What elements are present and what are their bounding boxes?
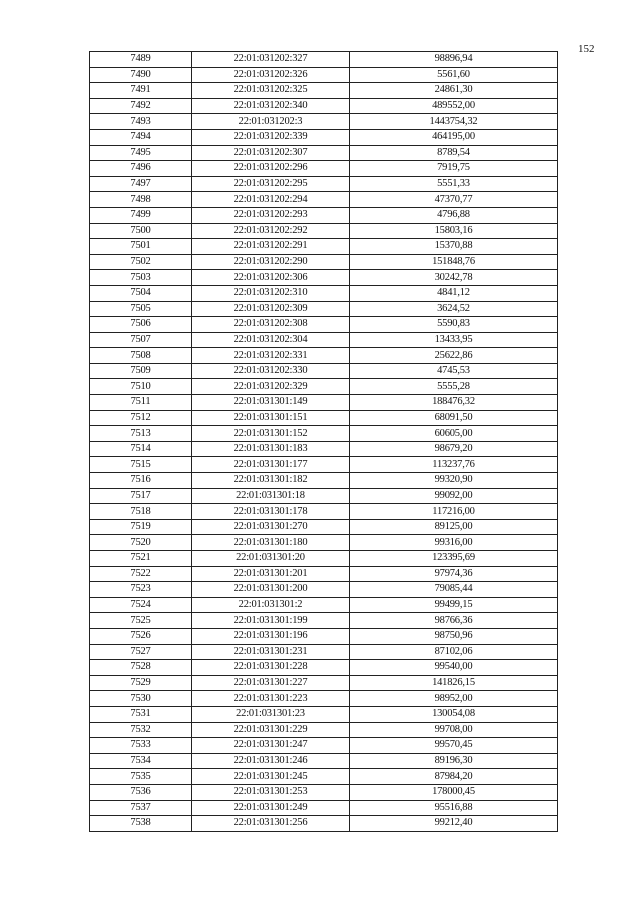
table-row	[90, 176, 558, 192]
row-number-cell: 7513	[90, 426, 192, 442]
cadastral-number-cell: 22:01:031301:223	[192, 691, 350, 707]
table-row	[90, 613, 558, 629]
table-row	[90, 504, 558, 520]
value-cell: 7919,75	[350, 161, 558, 177]
table-row	[90, 332, 558, 348]
table-row	[90, 738, 558, 754]
table-row	[90, 363, 558, 379]
value-cell: 141826,15	[350, 675, 558, 691]
table-row	[90, 114, 558, 130]
table-row	[90, 270, 558, 286]
row-number-cell: 7533	[90, 738, 192, 754]
value-cell: 13433,95	[350, 332, 558, 348]
cadastral-number-cell: 22:01:031301:227	[192, 675, 350, 691]
cadastral-number-cell: 22:01:031301:2	[192, 597, 350, 613]
value-cell: 464195,00	[350, 129, 558, 145]
cadastral-number-cell: 22:01:031301:149	[192, 395, 350, 411]
value-cell: 99316,00	[350, 535, 558, 551]
table-row	[90, 348, 558, 364]
value-cell: 98896,94	[350, 52, 558, 68]
cadastral-number-cell: 22:01:031202:307	[192, 145, 350, 161]
value-cell: 98679,20	[350, 441, 558, 457]
row-number-cell: 7505	[90, 301, 192, 317]
cadastral-number-cell: 22:01:031202:293	[192, 207, 350, 223]
row-number-cell: 7522	[90, 566, 192, 582]
row-number-cell: 7510	[90, 379, 192, 395]
table-row	[90, 161, 558, 177]
row-number-cell: 7538	[90, 816, 192, 832]
table-row	[90, 597, 558, 613]
cadastral-number-cell: 22:01:031202:304	[192, 332, 350, 348]
value-cell: 15370,88	[350, 239, 558, 255]
cadastral-value-table	[89, 51, 558, 832]
row-number-cell: 7506	[90, 317, 192, 333]
cadastral-number-cell: 22:01:031202:306	[192, 270, 350, 286]
table-row	[90, 301, 558, 317]
row-number-cell: 7531	[90, 706, 192, 722]
cadastral-number-cell: 22:01:031301:246	[192, 753, 350, 769]
row-number-cell: 7528	[90, 660, 192, 676]
cadastral-number-cell: 22:01:031301:247	[192, 738, 350, 754]
value-cell: 188476,32	[350, 395, 558, 411]
table-row	[90, 722, 558, 738]
table-row	[90, 379, 558, 395]
cadastral-number-cell: 22:01:031301:231	[192, 644, 350, 660]
table-row	[90, 660, 558, 676]
table-row	[90, 473, 558, 489]
table-row	[90, 706, 558, 722]
row-number-cell: 7527	[90, 644, 192, 660]
table-row	[90, 145, 558, 161]
table-row	[90, 207, 558, 223]
row-number-cell: 7496	[90, 161, 192, 177]
row-number-cell: 7515	[90, 457, 192, 473]
cadastral-number-cell: 22:01:031301:182	[192, 473, 350, 489]
value-cell: 8789,54	[350, 145, 558, 161]
row-number-cell: 7507	[90, 332, 192, 348]
cadastral-number-cell: 22:01:031301:18	[192, 488, 350, 504]
table-row	[90, 753, 558, 769]
value-cell: 99320,90	[350, 473, 558, 489]
table-row	[90, 426, 558, 442]
cadastral-number-cell: 22:01:031301:253	[192, 784, 350, 800]
value-cell: 97974,36	[350, 566, 558, 582]
cadastral-number-cell: 22:01:031301:199	[192, 613, 350, 629]
table-row	[90, 83, 558, 99]
row-number-cell: 7517	[90, 488, 192, 504]
table-row	[90, 488, 558, 504]
value-cell: 98750,96	[350, 628, 558, 644]
table-row	[90, 628, 558, 644]
cadastral-number-cell: 22:01:031202:339	[192, 129, 350, 145]
cadastral-number-cell: 22:01:031202:326	[192, 67, 350, 83]
table-row	[90, 769, 558, 785]
cadastral-number-cell: 22:01:031301:245	[192, 769, 350, 785]
row-number-cell: 7525	[90, 613, 192, 629]
table-row	[90, 551, 558, 567]
value-cell: 95516,88	[350, 800, 558, 816]
cadastral-number-cell: 22:01:031202:290	[192, 254, 350, 270]
value-cell: 89196,30	[350, 753, 558, 769]
cadastral-number-cell: 22:01:031202:294	[192, 192, 350, 208]
row-number-cell: 7492	[90, 98, 192, 114]
row-number-cell: 7520	[90, 535, 192, 551]
row-number-cell: 7491	[90, 83, 192, 99]
cadastral-number-cell: 22:01:031301:177	[192, 457, 350, 473]
row-number-cell: 7493	[90, 114, 192, 130]
value-cell: 99212,40	[350, 816, 558, 832]
page-number: 152	[578, 43, 595, 55]
value-cell: 98952,00	[350, 691, 558, 707]
value-cell: 4745,53	[350, 363, 558, 379]
cadastral-number-cell: 22:01:031202:310	[192, 285, 350, 301]
row-number-cell: 7534	[90, 753, 192, 769]
row-number-cell: 7537	[90, 800, 192, 816]
value-cell: 47370,77	[350, 192, 558, 208]
row-number-cell: 7529	[90, 675, 192, 691]
cadastral-number-cell: 22:01:031301:23	[192, 706, 350, 722]
row-number-cell: 7523	[90, 582, 192, 598]
cadastral-number-cell: 22:01:031202:295	[192, 176, 350, 192]
value-cell: 5561,60	[350, 67, 558, 83]
cadastral-number-cell: 22:01:031202:327	[192, 52, 350, 68]
value-cell: 89125,00	[350, 519, 558, 535]
cadastral-number-cell: 22:01:031202:330	[192, 363, 350, 379]
row-number-cell: 7502	[90, 254, 192, 270]
value-cell: 130054,08	[350, 706, 558, 722]
row-number-cell: 7499	[90, 207, 192, 223]
cadastral-number-cell: 22:01:031301:249	[192, 800, 350, 816]
cadastral-number-cell: 22:01:031301:178	[192, 504, 350, 520]
cadastral-number-cell: 22:01:031301:201	[192, 566, 350, 582]
value-cell: 99708,00	[350, 722, 558, 738]
cadastral-number-cell: 22:01:031301:151	[192, 410, 350, 426]
row-number-cell: 7530	[90, 691, 192, 707]
value-cell: 113237,76	[350, 457, 558, 473]
value-cell: 99540,00	[350, 660, 558, 676]
value-cell: 489552,00	[350, 98, 558, 114]
value-cell: 3624,52	[350, 301, 558, 317]
value-cell: 151848,76	[350, 254, 558, 270]
table-row	[90, 395, 558, 411]
value-cell: 99570,45	[350, 738, 558, 754]
table-row	[90, 441, 558, 457]
value-cell: 178000,45	[350, 784, 558, 800]
row-number-cell: 7497	[90, 176, 192, 192]
value-cell: 24861,30	[350, 83, 558, 99]
row-number-cell: 7519	[90, 519, 192, 535]
value-cell: 87102,06	[350, 644, 558, 660]
row-number-cell: 7509	[90, 363, 192, 379]
row-number-cell: 7504	[90, 285, 192, 301]
cadastral-number-cell: 22:01:031202:309	[192, 301, 350, 317]
cadastral-number-cell: 22:01:031202:340	[192, 98, 350, 114]
row-number-cell: 7490	[90, 67, 192, 83]
table-row	[90, 816, 558, 832]
row-number-cell: 7503	[90, 270, 192, 286]
row-number-cell: 7512	[90, 410, 192, 426]
value-cell: 4841,12	[350, 285, 558, 301]
table-row	[90, 67, 558, 83]
table-row	[90, 254, 558, 270]
value-cell: 99499,15	[350, 597, 558, 613]
value-cell: 60605,00	[350, 426, 558, 442]
row-number-cell: 7535	[90, 769, 192, 785]
value-cell: 68091,50	[350, 410, 558, 426]
cadastral-number-cell: 22:01:031301:20	[192, 551, 350, 567]
value-cell: 99092,00	[350, 488, 558, 504]
cadastral-number-cell: 22:01:031202:325	[192, 83, 350, 99]
row-number-cell: 7518	[90, 504, 192, 520]
value-cell: 87984,20	[350, 769, 558, 785]
row-number-cell: 7511	[90, 395, 192, 411]
cadastral-number-cell: 22:01:031301:270	[192, 519, 350, 535]
value-cell: 117216,00	[350, 504, 558, 520]
table-row	[90, 98, 558, 114]
row-number-cell: 7536	[90, 784, 192, 800]
row-number-cell: 7489	[90, 52, 192, 68]
value-cell: 5590,83	[350, 317, 558, 333]
cadastral-number-cell: 22:01:031301:256	[192, 816, 350, 832]
cadastral-number-cell: 22:01:031202:308	[192, 317, 350, 333]
table-row	[90, 285, 558, 301]
cadastral-number-cell: 22:01:031202:329	[192, 379, 350, 395]
cadastral-number-cell: 22:01:031202:3	[192, 114, 350, 130]
table-row	[90, 239, 558, 255]
row-number-cell: 7526	[90, 628, 192, 644]
value-cell: 5555,28	[350, 379, 558, 395]
table-row	[90, 410, 558, 426]
value-cell: 25622,86	[350, 348, 558, 364]
row-number-cell: 7521	[90, 551, 192, 567]
cadastral-number-cell: 22:01:031301:200	[192, 582, 350, 598]
row-number-cell: 7494	[90, 129, 192, 145]
table-row	[90, 192, 558, 208]
cadastral-number-cell: 22:01:031301:228	[192, 660, 350, 676]
table-row	[90, 784, 558, 800]
cadastral-number-cell: 22:01:031301:196	[192, 628, 350, 644]
row-number-cell: 7501	[90, 239, 192, 255]
table-body	[90, 52, 558, 832]
value-cell: 123395,69	[350, 551, 558, 567]
table-row	[90, 519, 558, 535]
cadastral-number-cell: 22:01:031301:152	[192, 426, 350, 442]
value-cell: 5551,33	[350, 176, 558, 192]
value-cell: 1443754,32	[350, 114, 558, 130]
value-cell: 30242,78	[350, 270, 558, 286]
cadastral-number-cell: 22:01:031202:331	[192, 348, 350, 364]
row-number-cell: 7514	[90, 441, 192, 457]
table-row	[90, 317, 558, 333]
row-number-cell: 7524	[90, 597, 192, 613]
table-row	[90, 566, 558, 582]
cadastral-number-cell: 22:01:031301:183	[192, 441, 350, 457]
cadastral-number-cell: 22:01:031202:296	[192, 161, 350, 177]
table-row	[90, 582, 558, 598]
table-row	[90, 675, 558, 691]
cadastral-number-cell: 22:01:031202:291	[192, 239, 350, 255]
row-number-cell: 7532	[90, 722, 192, 738]
table-row	[90, 800, 558, 816]
value-cell: 79085,44	[350, 582, 558, 598]
table-row	[90, 535, 558, 551]
row-number-cell: 7500	[90, 223, 192, 239]
table-row	[90, 457, 558, 473]
table-row	[90, 644, 558, 660]
cadastral-number-cell: 22:01:031301:229	[192, 722, 350, 738]
cadastral-number-cell: 22:01:031202:292	[192, 223, 350, 239]
value-cell: 15803,16	[350, 223, 558, 239]
row-number-cell: 7516	[90, 473, 192, 489]
table-row	[90, 691, 558, 707]
row-number-cell: 7508	[90, 348, 192, 364]
cadastral-number-cell: 22:01:031301:180	[192, 535, 350, 551]
row-number-cell: 7495	[90, 145, 192, 161]
value-cell: 4796,88	[350, 207, 558, 223]
table-row	[90, 223, 558, 239]
table-row	[90, 129, 558, 145]
table-row	[90, 52, 558, 68]
value-cell: 98766,36	[350, 613, 558, 629]
row-number-cell: 7498	[90, 192, 192, 208]
